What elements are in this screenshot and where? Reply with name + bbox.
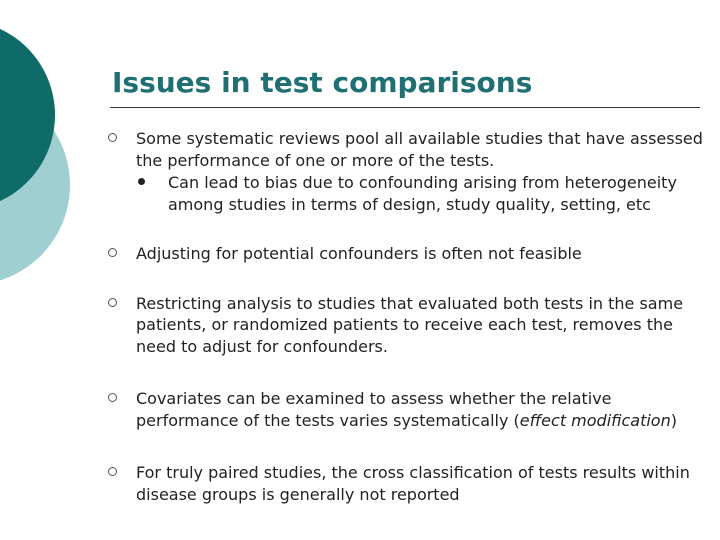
bullet-text: Adjusting for potential confounders is often not feasible xyxy=(136,244,582,263)
slide-title: Issues in test comparisons xyxy=(112,66,533,99)
sub-bullet-text: Can lead to bias due to confounding arising from heterogeneity among studies in terms of design, study quality, setting, etc xyxy=(168,173,677,214)
filled-circle-bullet-icon xyxy=(138,178,145,185)
bullet-text-after: ) xyxy=(670,410,677,430)
bullet-text xyxy=(136,389,677,430)
bullet-item xyxy=(108,462,708,505)
bullet-text-before: Covariates can be examined to assess whether the relative performance of the tests varies systematically ( xyxy=(136,389,612,430)
bullet-text: Restricting analysis to studies that evaluated both tests in the same patients, or randomized patients to receive each test, removes the need to adjust for confounders. xyxy=(136,293,684,356)
hollow-circle-bullet-icon xyxy=(108,133,117,142)
decorative-circles xyxy=(0,0,120,300)
hollow-circle-bullet-icon xyxy=(108,467,117,476)
bullet-item xyxy=(108,243,708,265)
sub-bullet-item xyxy=(136,172,708,215)
title-divider xyxy=(110,107,700,108)
hollow-circle-bullet-icon xyxy=(108,248,117,257)
hollow-circle-bullet-icon xyxy=(108,393,117,402)
bullet-item xyxy=(108,128,708,215)
bullet-text: For truly paired studies, the cross classification of tests results within disease groups is generally not reported xyxy=(136,463,690,504)
bullet-text-emphasis: effect modification xyxy=(519,410,671,430)
bullet-text: Some systematic reviews pool all available studies that have assessed the performance of one or more of the tests. xyxy=(136,129,703,170)
slide-content xyxy=(108,128,708,505)
bullet-item xyxy=(108,388,708,431)
hollow-circle-bullet-icon xyxy=(108,298,117,307)
bullet-item xyxy=(108,293,708,358)
